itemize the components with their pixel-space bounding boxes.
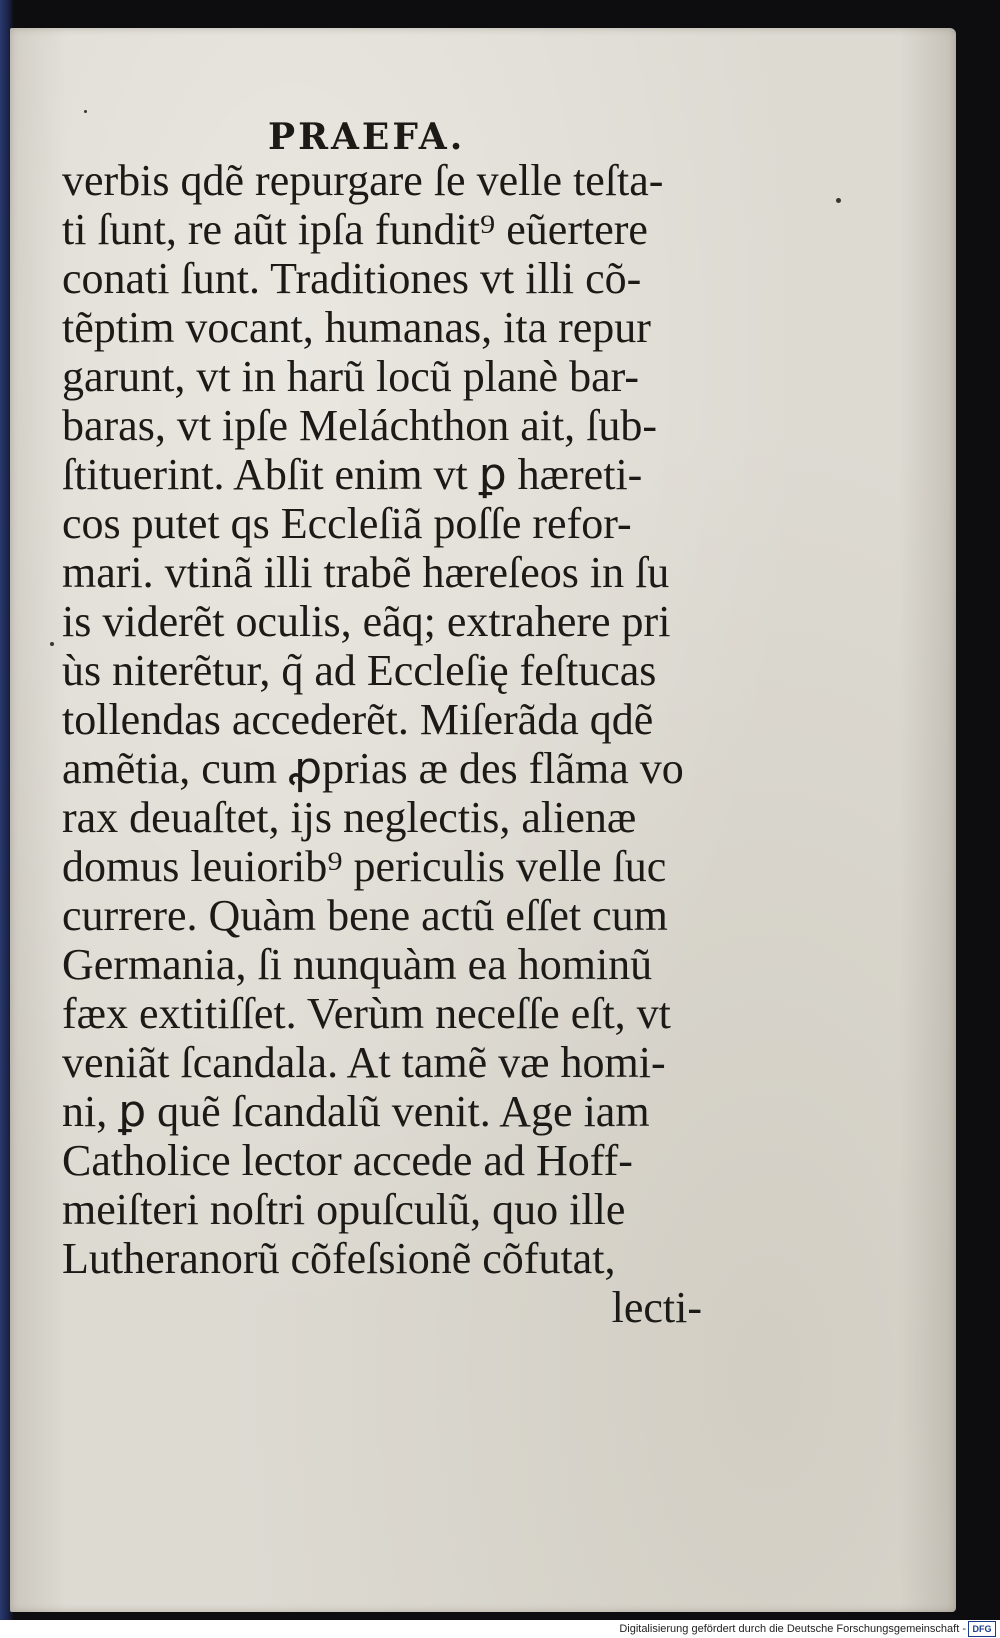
text-line: meiſteri noſtri opuſculũ, quo ille [62,1185,626,1234]
text-line: ſtituerint. Abſit enim vt ꝑ hæreti- [62,450,643,499]
text-line: amẽtia, cum ꝓprias æ des flãma vo [62,744,684,793]
running-head: PRAEFA. [268,116,466,158]
ink-speck [84,110,87,113]
text-line: domus leuiorib⁹ periculis velle ſuc [62,842,667,891]
ink-speck [50,642,54,646]
text-line: currere. Quàm bene actũ eſſet cum [62,891,668,940]
dfg-logo: DFG [968,1621,996,1637]
book-page [10,28,956,1612]
digitization-credit: Digitalisierung gefördert durch die Deutsche Forschungsgemeinschaft - [619,1623,966,1635]
text-line: veniãt ſcandala. At tamẽ væ homi- [62,1038,666,1087]
text-line: garunt, vt in harũ locũ planè bar- [62,352,640,401]
text-line: ti ſunt, re aũt ipſa fundit⁹ eũertere [62,205,648,254]
text-line: ni, ꝑ quẽ ſcandalũ venit. Age iam [62,1087,650,1136]
text-line: verbis qdẽ repurgare ſe velle teſta- [62,156,664,205]
text-line: Germania, ſi nunquàm ea hominũ [62,940,653,989]
text-line: Catholice lector accede ad Hoff- [62,1136,633,1185]
text-line: is viderẽt oculis, eãq; extrahere pri [62,597,671,646]
text-line: mari. vtinã illi trabẽ hæreſeos in ſu [62,548,670,597]
text-line: ùs niterẽtur, q̃ ad Eccleſię feſtucas [62,646,657,695]
text-line: fæx extitiſſet. Verùm neceſſe eſt, vt [62,989,671,1038]
text-line: tollendas accederẽt. Miſerãda qdẽ [62,695,654,744]
ink-speck [836,198,841,203]
catchword: lecti- [611,1283,702,1332]
text-block [62,156,702,1332]
text-line: baras, vt ipſe Meláchthon ait, ſub- [62,401,658,450]
text-line: cos putet qs Eccleſiã poſſe refor- [62,499,632,548]
text-line: rax deuaſtet, ijs neglectis, alienæ [62,793,637,842]
text-line: conati ſunt. Traditiones vt illi cõ- [62,254,642,303]
text-line: Lutheranorũ cõfeſsionẽ cõfutat, [62,1234,616,1283]
text-line: tẽptim vocant, humanas, ita repur [62,303,651,352]
